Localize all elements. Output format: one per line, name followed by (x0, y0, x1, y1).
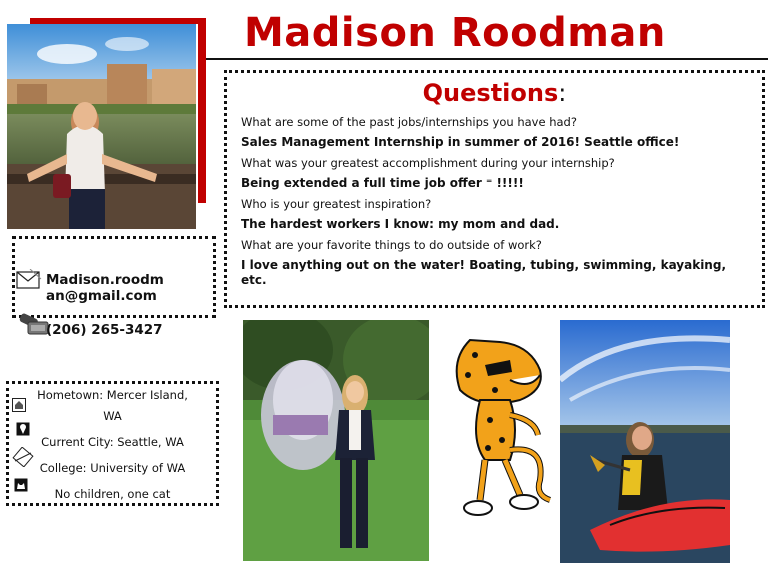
email-address[interactable] (46, 272, 164, 304)
question-2: What was your greatest accomplishment during your internship? (241, 156, 615, 170)
portrait-photo (7, 24, 196, 229)
answer-2: Being extended a full time job offer ⁼ !!!!! (241, 176, 524, 190)
email-line-1: Madison.roodm (46, 272, 164, 288)
phone-number[interactable]: (206) 265-3427 (46, 322, 163, 338)
current-city: Current City: Seattle, WA (41, 435, 184, 449)
envelope-icon (16, 269, 42, 291)
hometown-line-2: WA (103, 409, 122, 423)
college: College: University of WA (39, 461, 186, 475)
answer-4: I love anything out on the water! Boating, tubing, swimming, kayaking, etc. (241, 258, 726, 287)
hometown-line-1: Hometown: Mercer Island, (37, 388, 188, 402)
answer-3: The hardest workers I know: my mom and dad. (241, 217, 560, 231)
question-3: Who is your greatest inspiration? (241, 197, 432, 211)
kayaking-photo (560, 320, 730, 563)
family: No children, one cat (54, 487, 171, 501)
email-line-2: an@gmail.com (46, 288, 157, 304)
questions-heading (241, 77, 748, 109)
question-1: What are some of the past jobs/internships you have had? (241, 115, 577, 129)
page-title: Madison Roodman (244, 10, 666, 56)
questions-heading-colon: : (558, 79, 567, 107)
answer-1: Sales Management Internship in summer of 2016! Seattle office! (241, 135, 680, 149)
cheetah-mascot-illustration (440, 330, 556, 520)
questions-box (224, 70, 765, 308)
park-gift-photo (243, 320, 429, 561)
title-divider (206, 58, 768, 60)
questions-heading-text: Questions (422, 79, 559, 107)
question-4: What are your favorite things to do outside of work? (241, 238, 542, 252)
photo-frame-right (198, 18, 206, 203)
location-pin-icon (16, 421, 30, 435)
